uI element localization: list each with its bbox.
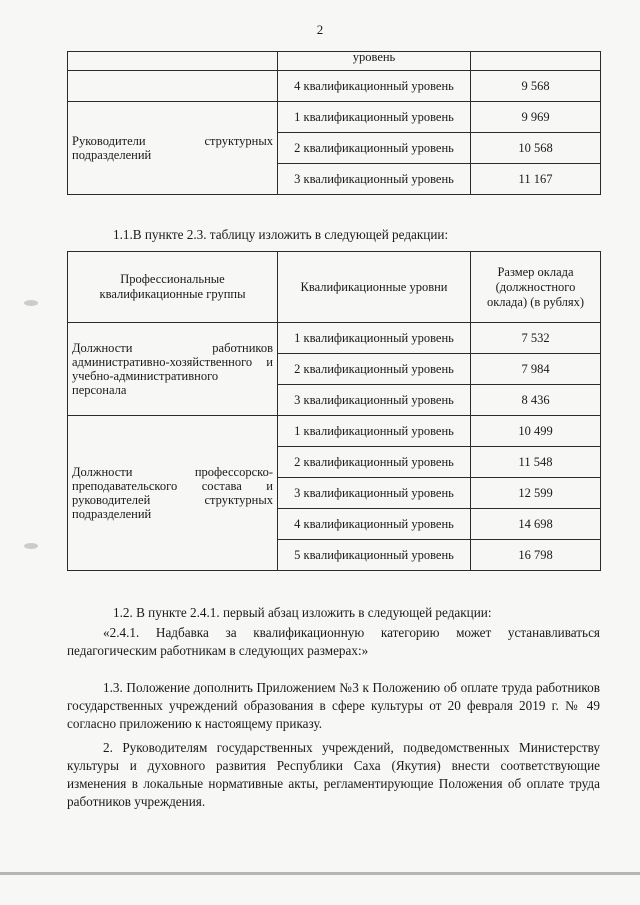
level-cell: 2 квалификационный уровень (278, 447, 471, 478)
level-cell: 3 квалификационный уровень (278, 478, 471, 509)
level-cell: 1 квалификационный уровень (278, 323, 471, 354)
salary-table (67, 251, 601, 571)
table-header-row (68, 252, 601, 323)
punch-hole-mark (24, 300, 38, 306)
level-cell: 4 квалификационный уровень (278, 71, 471, 102)
table-row (68, 323, 601, 354)
group-cell: Должности профессорско-преподавательского состава и руководителей структурных подразделений (68, 416, 278, 571)
paragraph-1-2-quote: «2.4.1. Надбавка за квалификационную категорию может устанавливаться педагогическим работникам в следующих размерах:» (67, 625, 600, 658)
level-cell: 3 квалификационный уровень (278, 164, 471, 195)
level-cell: 4 квалификационный уровень (278, 509, 471, 540)
group-cell (68, 52, 278, 71)
salary-cell: 7 984 (471, 354, 601, 385)
salary-cell: 10 499 (471, 416, 601, 447)
level-cell: 3 квалификационный уровень (278, 385, 471, 416)
level-cell: уровень (278, 52, 471, 71)
level-cell: 5 квалификационный уровень (278, 540, 471, 571)
intro-paragraph: 1.1.В пункте 2.3. таблицу изложить в следующей редакции: (113, 227, 449, 242)
paragraph-2: 2. Руководителям государственных учреждений, подведомственных Министерству культуры и духовного развития Республики Саха (Якутия) внести соответствующие изменения в локальные нормативные акты, регламентирующие Положения об оплате труда работников учреждения. (67, 740, 600, 809)
level-cell: 1 квалификационный уровень (278, 102, 471, 133)
paragraph-1-3: 1.3. Положение дополнить Приложением №3 к Положению об оплате труда работников государственных учреждений образования в сфере культуры от 20 февраля 2019 г. № 49 согласно приложению к настоящему приказу. (67, 680, 600, 731)
salary-table-continuation (67, 51, 601, 195)
group-cell: Руководители структурных подразделений (68, 102, 278, 195)
salary-cell: 7 532 (471, 323, 601, 354)
level-cell: 2 квалификационный уровень (278, 133, 471, 164)
salary-cell: 11 167 (471, 164, 601, 195)
header-salary: Размер оклада (должностного оклада) (в рублях) (471, 252, 601, 323)
header-levels: Квалификационные уровни (278, 252, 471, 323)
salary-cell (471, 52, 601, 71)
header-groups: Профессиональные квалификационные группы (68, 252, 278, 323)
table-row (68, 52, 601, 71)
salary-cell: 11 548 (471, 447, 601, 478)
salary-cell: 12 599 (471, 478, 601, 509)
punch-hole-mark (24, 543, 38, 549)
salary-cell: 14 698 (471, 509, 601, 540)
salary-cell: 8 436 (471, 385, 601, 416)
salary-cell: 10 568 (471, 133, 601, 164)
salary-cell: 9 969 (471, 102, 601, 133)
level-cell: 1 квалификационный уровень (278, 416, 471, 447)
scan-edge (0, 872, 640, 875)
table-row (68, 71, 601, 102)
page-number: 2 (316, 22, 324, 37)
salary-cell: 9 568 (471, 71, 601, 102)
salary-cell: 16 798 (471, 540, 601, 571)
group-cell: Должности работников административно-хозяйственного и учебно-административного персонала (68, 323, 278, 416)
paragraph-1-2: 1.2. В пункте 2.4.1. первый абзац изложить в следующей редакции: (113, 605, 492, 620)
table-row (68, 102, 601, 133)
level-cell: 2 квалификационный уровень (278, 354, 471, 385)
table-row (68, 416, 601, 447)
group-cell (68, 71, 278, 102)
